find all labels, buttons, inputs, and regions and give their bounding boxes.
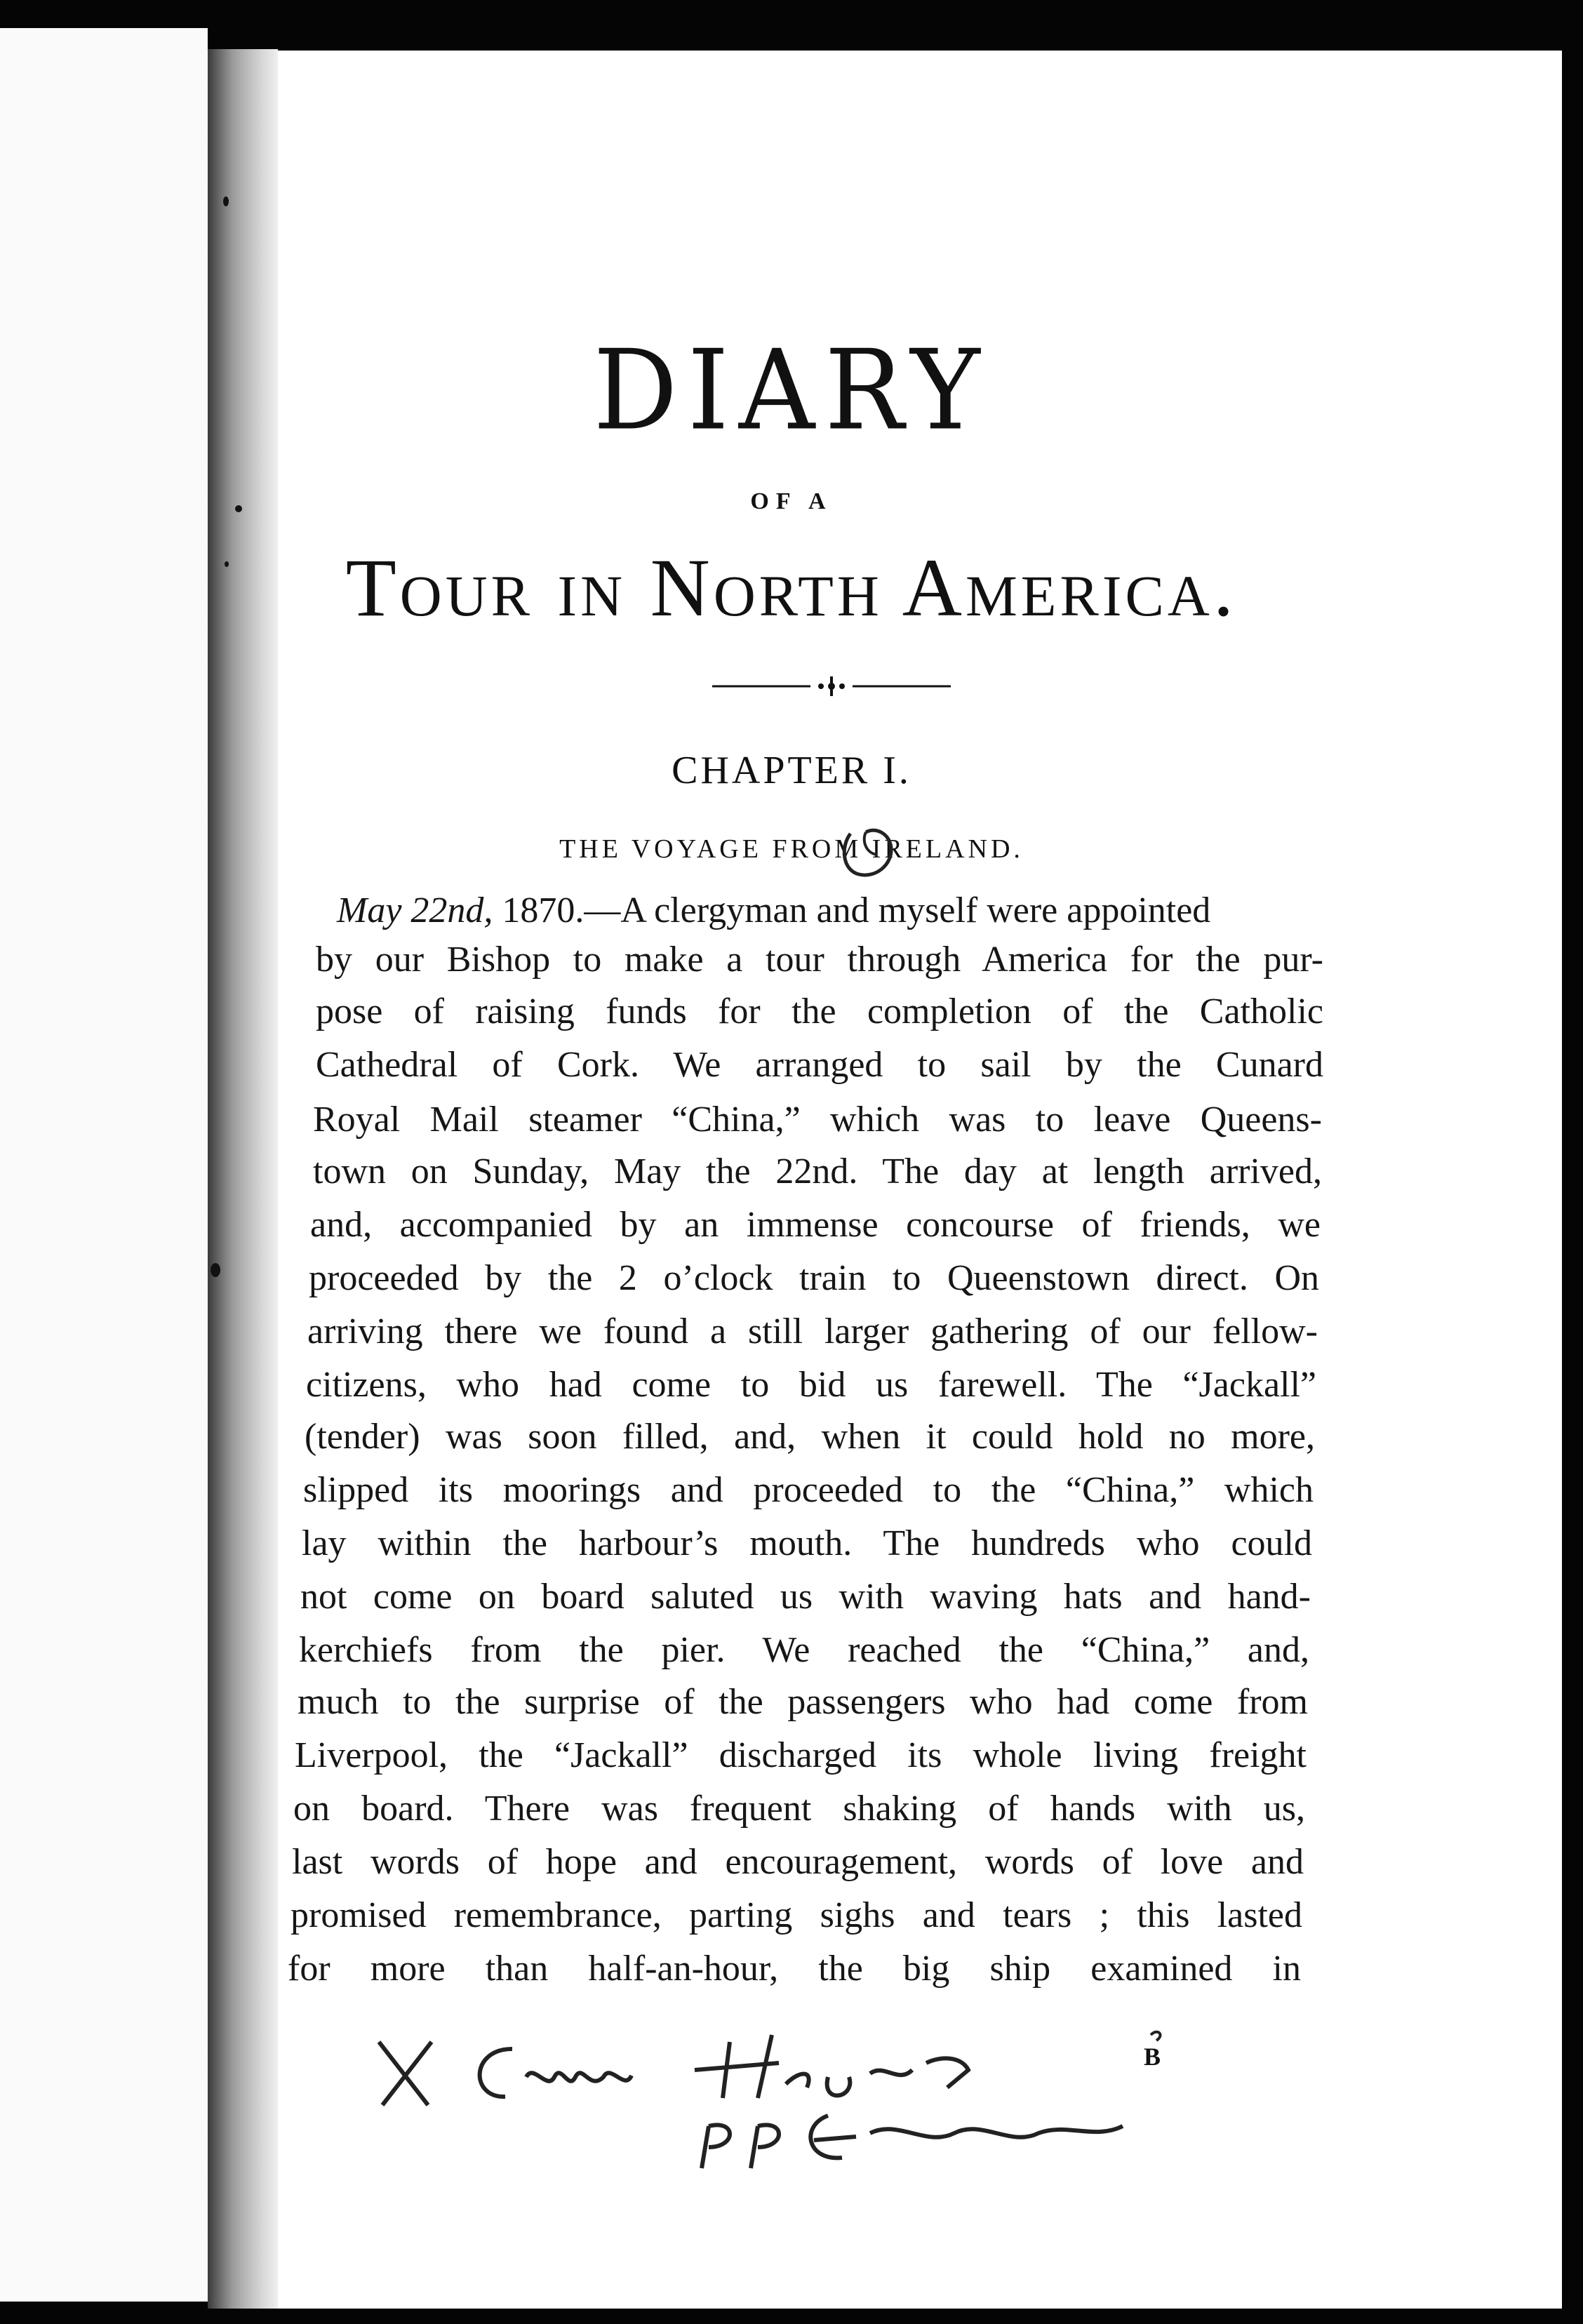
opening-date: May 22nd,: [337, 890, 493, 930]
body-line-text: —A clergyman and myself were appointed: [584, 890, 1211, 930]
body-line: [337, 890, 1328, 931]
body-line: and, accompanied by an immense concourse of friends, we: [310, 1205, 1321, 1245]
body-line: not come on board saluted us with waving hats and hand-: [300, 1577, 1311, 1617]
body-line: slipped its moorings and proceeded to the “China,” which: [303, 1470, 1314, 1510]
body-line: citizens, who had come to bid us farewell. The “Jackall”: [306, 1365, 1316, 1405]
body-line: kerchiefs from the pier. We reached the “China,” and,: [299, 1630, 1309, 1670]
book-title-connector: OF A: [750, 488, 833, 514]
body-line: Liverpool, the “Jackall” discharged its whole living freight: [295, 1735, 1307, 1775]
chapter-heading: CHAPTER I.: [672, 749, 911, 792]
body-line: last words of hope and encouragement, words of love and: [292, 1842, 1304, 1882]
body-line: on board. There was frequent shaking of hands with us,: [293, 1789, 1305, 1829]
handwritten-marking: [835, 820, 905, 887]
body-line: pose of raising funds for the completion of the Catholic: [316, 991, 1323, 1031]
body-line: Royal Mail steamer “China,” which was to leave Queens-: [313, 1100, 1322, 1140]
body-line: Cathedral of Cork. We arranged to sail by the Cunard: [316, 1045, 1323, 1085]
title-ornament-rule: [705, 672, 958, 700]
body-line: (tender) was soon filled, and, when it could hold no more,: [305, 1417, 1315, 1457]
scan-speck: [211, 1263, 220, 1277]
body-line: town on Sunday, May the 22nd. The day at length arrived,: [313, 1151, 1322, 1191]
body-line: promised remembrance, parting sighs and tears ; this lasted: [290, 1895, 1302, 1935]
body-line: lay within the harbour’s mouth. The hundreds who could: [302, 1523, 1312, 1563]
chapter-subtitle: THE VOYAGE FROM IRELAND.: [559, 834, 1024, 864]
body-line: proceeded by the 2 o’clock train to Queenstown direct. On: [309, 1258, 1319, 1298]
handwritten-signature: [365, 2021, 1179, 2175]
book-title-main: Tour in North America.: [345, 542, 1238, 634]
printer-signature-mark: B: [1144, 2043, 1161, 2071]
body-line: arriving there we found a still larger gathering of our fellow-: [307, 1311, 1318, 1351]
body-line: by our Bishop to make a tour through America for the pur-: [316, 940, 1323, 980]
scan-speck: [223, 196, 229, 206]
body-line: for more than half-an-hour, the big ship examined in: [288, 1949, 1301, 1989]
body-line: much to the surprise of the passengers who had come from: [298, 1682, 1308, 1722]
book-title-diary: DIARY: [593, 326, 990, 455]
opening-year: 1870.: [493, 890, 585, 930]
